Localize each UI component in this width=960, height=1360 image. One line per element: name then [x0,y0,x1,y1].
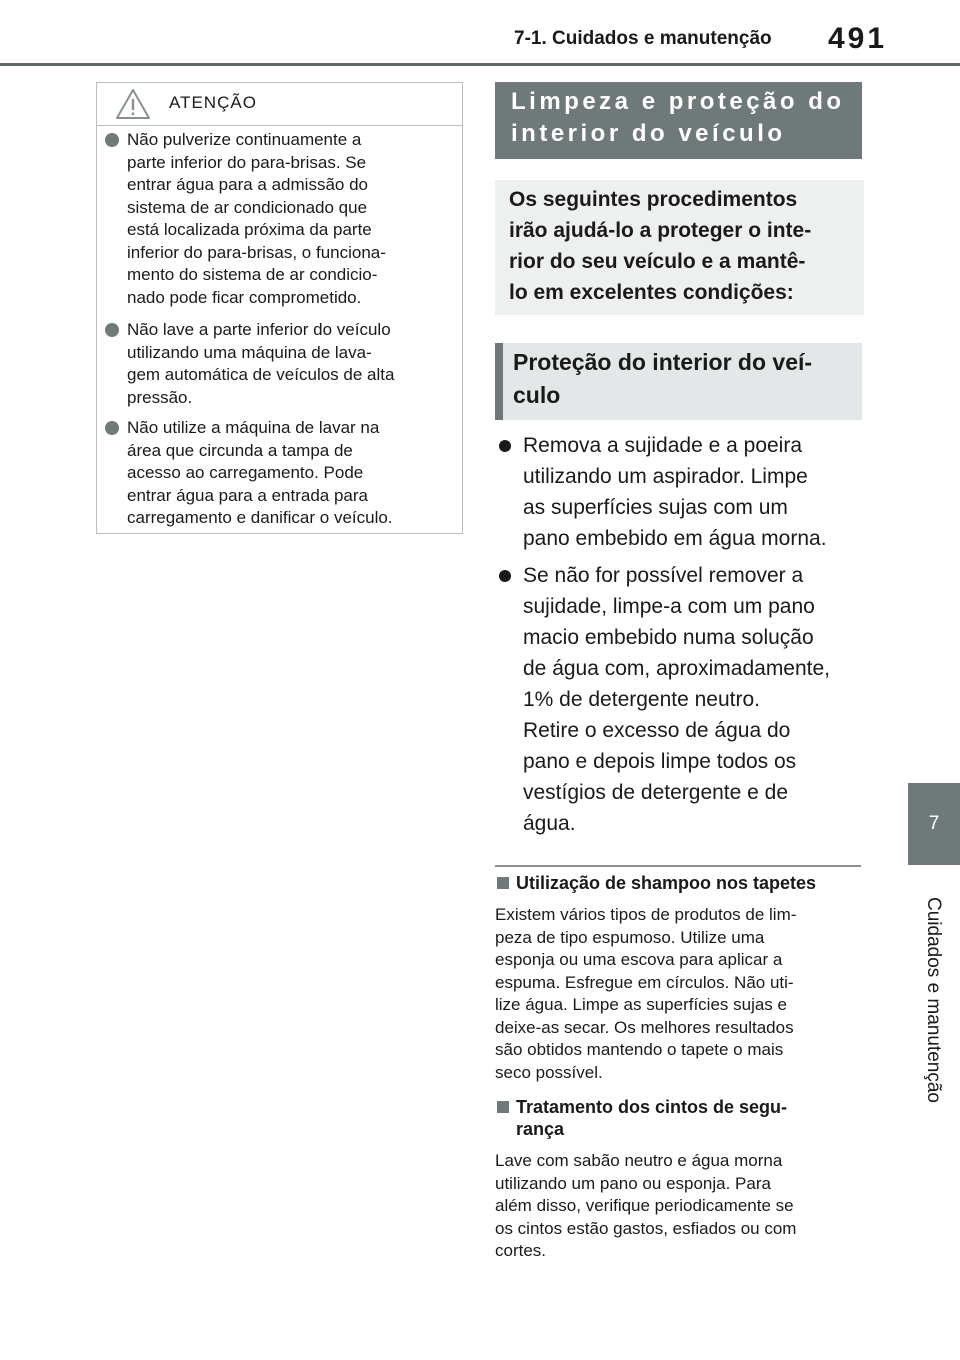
warning-triangle-icon [115,88,151,120]
text-line: deixe-as secar. Os melhores resultados [495,1017,794,1037]
text-line: irão ajudá-lo a proteger o inte- [509,219,812,242]
text-line: pano embebido em água morna. [523,527,827,550]
text-line: entrar água para a entrada para [127,485,369,505]
text-line: vestígios de detergente e de [523,781,789,804]
page-number: 491 [828,22,888,55]
text-line: sistema de ar condicionado que [127,197,368,217]
text-line: inferior do para-brisas, o funciona- [127,242,386,262]
text-line: mento do sistema de ar condicio- [127,265,378,284]
warning-item [105,417,455,530]
text-line: carregamento e danificar o veículo. [127,508,393,527]
warning-title: ATENÇÃO [169,93,257,112]
warning-box [96,82,463,534]
bullet-text [523,430,862,554]
paragraph [495,904,861,1084]
text-line: Existem vários tipos de produtos de lim- [495,905,797,924]
text-line: rança [516,1119,565,1139]
subheading [495,343,862,420]
warning-header [97,83,462,126]
text-line: 1% de detergente neutro. [523,688,761,711]
square-bullet-icon [497,1101,509,1113]
section-divider [495,865,861,867]
section-banner [495,82,862,159]
bullet-text [523,560,862,839]
bullet-dot-icon [105,133,119,147]
text-line: utilizando um pano ou esponja. Para [495,1173,771,1193]
text-line: Não lave a parte inferior do veículo [127,320,391,339]
text-line: acesso ao carregamento. Pode [127,463,364,482]
text-line: gem automática de veículos de alta [127,365,395,384]
text-line: cortes. [495,1241,547,1260]
text-line: água. [523,812,576,835]
bullet-item [497,560,862,839]
heading-text [516,1096,861,1140]
header-divider [0,63,960,66]
text-line: macio embebido numa solução [523,626,814,649]
text-line: pressão. [127,387,193,407]
text-line: espuma. Esfregue em círculos. Não uti- [495,972,794,992]
text-line: as superfícies sujas com um [523,496,788,519]
text-line: além disso, verifique periodicamente se [495,1196,794,1215]
bullet-dot-icon [499,570,511,582]
text-line: Utilização de shampoo nos tapetes [516,873,817,893]
text-line: Tratamento dos cintos de segu- [516,1097,788,1117]
text-line: pano e depois limpe todos os [523,750,797,773]
text-line: culo [513,382,561,408]
text-line: Retire o excesso de água do [523,719,791,742]
text-line: lo em excelentes condições: [509,281,794,304]
chapter-tab [908,783,960,865]
text-line: rior do seu veículo e a mantê- [509,250,806,273]
subsection-heading [495,872,861,894]
text-line: Lave com sabão neutro e água morna [495,1151,783,1170]
text-line: sujidade, limpe-a com um pano [523,595,815,618]
bullet-dot-icon [105,323,119,337]
intro-box [495,180,864,315]
subsection-heading [495,1096,861,1140]
chapter-number: 7 [928,813,940,834]
text-line: parte inferior do para-brisas. Se [127,152,367,172]
text-line: Se não for possível remover a [523,564,804,587]
bullet-item [497,430,862,554]
heading-text [516,872,861,894]
section-title: 7-1. Cuidados e manutenção [514,28,772,49]
warning-item [105,129,455,309]
text-line: Os seguintes procedimentos [509,188,798,211]
text-line: área que circunda a tampa de [127,440,353,460]
banner-line: interior do veículo [511,120,786,147]
bullet-dot-icon [499,440,511,452]
bullet-dot-icon [105,421,119,435]
warning-item-text [127,319,455,409]
chapter-side-label [905,870,960,1130]
text-line: nado pode ficar comprometido. [127,287,362,307]
warning-item-text [127,129,455,309]
text-line: Remova a sujidade e a poeira [523,434,803,457]
banner-line: Limpeza e proteção do [511,88,845,115]
warning-item [105,319,455,409]
warning-item-text [127,417,455,530]
text-line: são obtidos mantendo o tapete o mais [495,1040,784,1059]
text-line: Não pulverize continuamente a [127,130,362,149]
text-line: Proteção do interior do veí- [513,349,813,375]
chapter-title: Cuidados e manutenção [923,897,944,1103]
text-line: peza de tipo espumoso. Utilize uma [495,927,765,947]
text-line: os cintos estão gastos, esfiados ou com [495,1218,797,1238]
paragraph [495,1150,861,1263]
text-line: esponja ou uma escova para aplicar a [495,950,783,969]
text-line: seco possível. [495,1062,603,1082]
text-line: está localizada próxima da parte [127,220,372,239]
square-bullet-icon [497,877,509,889]
text-line: entrar água para a admissão do [127,175,368,194]
text-line: de água com, aproximadamente, [523,657,831,680]
text-line: Não utilize a máquina de lavar na [127,418,380,437]
text-line: utilizando uma máquina de lava- [127,342,372,362]
text-line: utilizando um aspirador. Limpe [523,465,808,488]
text-line: lize água. Limpe as superfícies sujas e [495,995,787,1014]
